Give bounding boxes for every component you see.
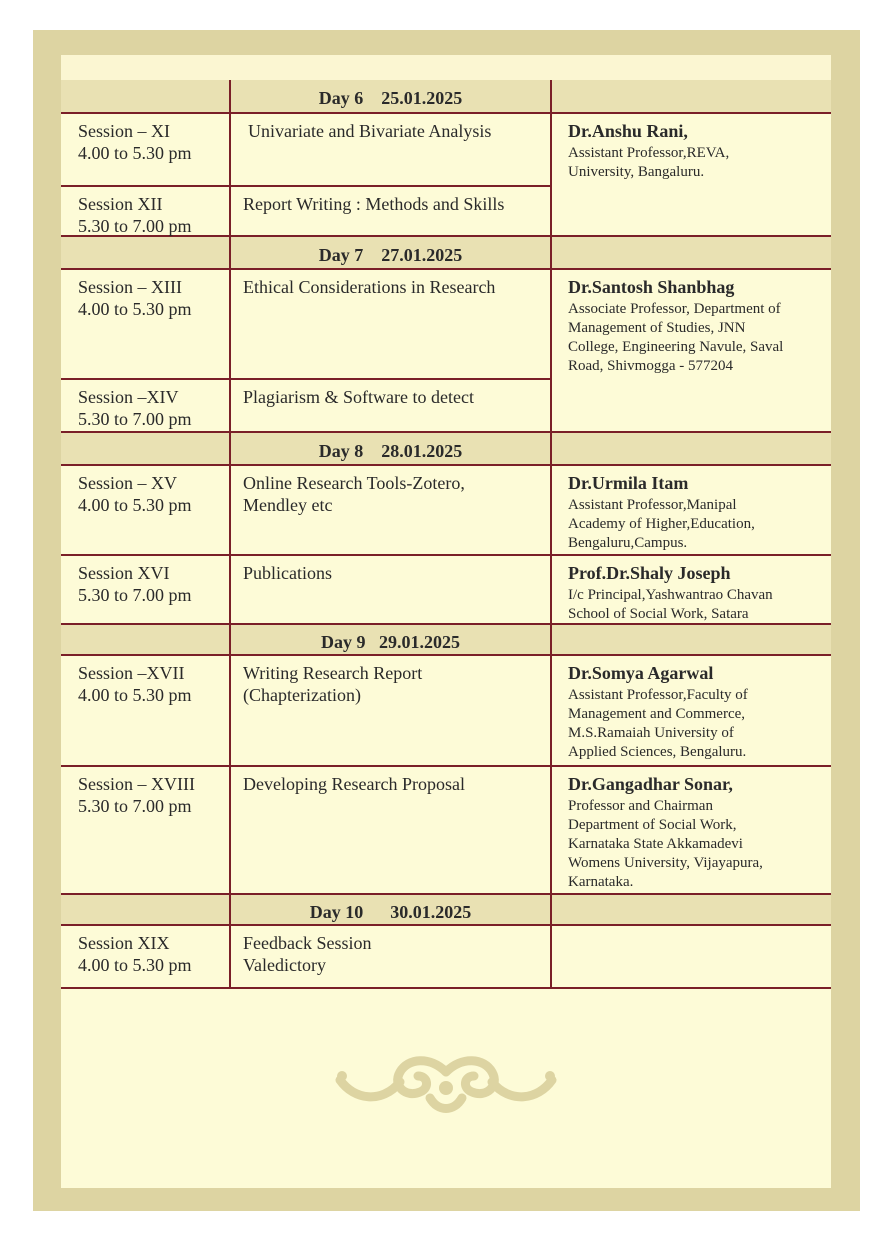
speaker-cell [550,270,831,433]
day-label: Day 8 [318,441,364,461]
session-topic: Publications [243,563,332,583]
speaker-name: Dr.Somya Agarwal [568,663,714,683]
speaker-cell [550,466,831,554]
topic-cell [229,187,550,235]
session-topic-cont: Valedictory [243,955,326,975]
day-date: 25.01.2025 [381,88,463,108]
topic-cell [229,380,550,431]
session-topic: Univariate and Bivariate Analysis [248,121,492,141]
session-time: 4.00 to 5.30 pm [78,143,192,163]
session-time: 4.00 to 5.30 pm [78,299,192,319]
speaker-affiliation: Associate Professor, Department of Management of Studies, JNN College, Engineering Navule, Saval Road, Shivmogga - 577204 [568,301,784,374]
decorative-flourish-icon [330,1052,562,1118]
session-topic: Developing Research Proposal [243,774,465,794]
speaker-name: Dr.Gangadhar Sonar, [568,774,733,794]
session-name: Session – XIII [78,277,182,297]
session-topic: Online Research Tools-Zotero, [243,473,465,493]
session-topic: Plagiarism & Software to detect [243,387,474,407]
speaker-affiliation: Assistant Professor,Faculty of Management and Commerce, M.S.Ramaiah University of Applied Sciences, Bengaluru. [568,687,748,760]
session-cell [61,556,229,623]
session-row [61,926,831,989]
topic-cell [229,926,550,987]
day-header-row [61,625,831,656]
speaker-cell [550,556,831,623]
session-cell [61,380,229,431]
session-cell [61,466,229,554]
day-label: Day 7 [318,245,364,265]
session-cell [61,270,229,378]
day-label: Day 6 [318,88,364,108]
day-header [229,625,550,654]
day-header [229,895,550,924]
session-time: 4.00 to 5.30 pm [78,955,192,975]
session-row [61,466,831,556]
speaker-name: Prof.Dr.Shaly Joseph [568,563,731,583]
session-name: Session – XI [78,121,171,141]
day-date: 27.01.2025 [381,245,463,265]
session-topic-cont: (Chapterization) [243,685,361,705]
topic-cell [229,114,550,185]
topic-cell [229,656,550,765]
session-topic: Feedback Session [243,933,372,953]
day-date: 29.01.2025 [379,632,460,652]
session-name: Session XII [78,194,163,214]
session-name: Session –XVII [78,663,185,683]
topic-cell [229,270,550,378]
session-time: 5.30 to 7.00 pm [78,796,192,816]
session-name: Session – XVIII [78,774,195,794]
speaker-cell [550,114,831,237]
session-cell [61,114,229,185]
speaker-cell-empty [550,926,831,987]
session-cell [61,926,229,987]
session-time: 5.30 to 7.00 pm [78,216,192,236]
session-time: 5.30 to 7.00 pm [78,585,192,605]
session-name: Session – XV [78,473,178,493]
session-cell [61,187,229,235]
session-topic: Report Writing : Methods and Skills [243,194,505,214]
day-header [229,433,550,464]
speaker-name: Dr.Anshu Rani, [568,121,688,141]
topic-cell [229,466,550,554]
speaker-cell [550,656,831,765]
session-topic: Writing Research Report [243,663,423,683]
topic-cell [229,556,550,623]
session-cell [61,656,229,765]
session-topic: Ethical Considerations in Research [243,277,496,297]
day-header-row [61,237,831,270]
session-name: Session XIX [78,933,170,953]
speaker-affiliation: Assistant Professor,Manipal Academy of Higher,Education, Bengaluru,Campus. [568,497,755,551]
session-row [61,556,831,625]
speaker-name: Dr.Urmila Itam [568,473,689,493]
speaker-cell [550,767,831,893]
day-header [229,237,550,268]
speaker-affiliation: Assistant Professor,REVA, University, Bangaluru. [568,145,730,180]
session-time: 4.00 to 5.30 pm [78,495,192,515]
day-header [229,80,550,112]
day-label: Day 9 [321,632,366,652]
day-date: 28.01.2025 [381,441,463,461]
session-time: 5.30 to 7.00 pm [78,409,192,429]
speaker-affiliation: I/c Principal,Yashwantrao Chavan School of Social Work, Satara [568,587,773,622]
session-row [61,656,831,767]
session-topic-cont: Mendley etc [243,495,333,515]
session-cell [61,767,229,893]
day-date: 30.01.2025 [390,902,472,922]
speaker-affiliation: Professor and Chairman Department of Social Work, Karnataka State Akkamadevi Womens University, Vijayapura, Karnataka. [568,798,763,890]
day-header-row [61,433,831,466]
session-time: 4.00 to 5.30 pm [78,685,192,705]
top-strip [61,55,831,82]
speaker-name: Dr.Santosh Shanbhag [568,277,735,297]
day-header-row [61,895,831,926]
session-name: Session XVI [78,563,170,583]
day-header-row [61,80,831,114]
session-row [61,767,831,895]
session-name: Session –XIV [78,387,179,407]
day-label: Day 10 [309,902,364,922]
topic-cell [229,767,550,893]
